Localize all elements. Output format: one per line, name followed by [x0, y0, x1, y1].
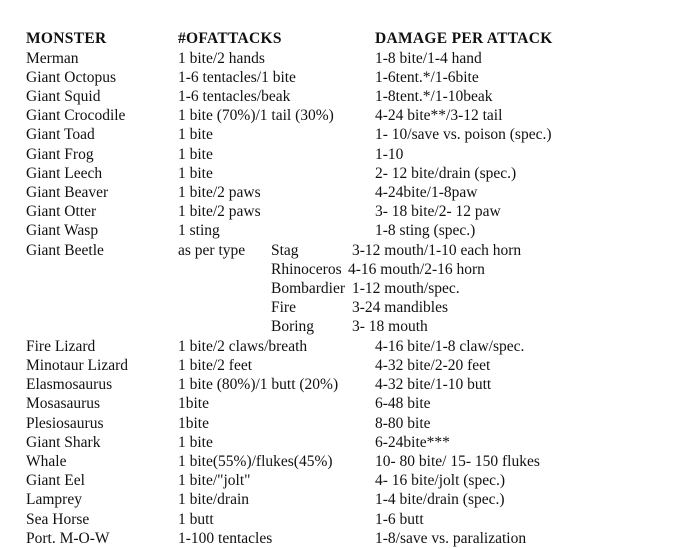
table-row — [0, 241, 677, 260]
attack-count: 1 bite/2 paws — [178, 203, 261, 220]
monster-name: Port. M-O-W — [26, 530, 110, 547]
table-row — [0, 125, 677, 144]
beetle-type-damage: 1-12 mouth/spec. — [352, 280, 460, 297]
table-row — [0, 433, 677, 452]
attack-damage: 2- 12 bite/drain (spec.) — [375, 165, 517, 182]
attack-damage: 4- 16 bite/jolt (spec.) — [375, 472, 505, 489]
attack-damage: 8-80 bite — [375, 415, 431, 432]
attack-count: 1 sting — [178, 222, 220, 239]
attack-count: 1 bite — [178, 434, 213, 451]
attack-damage: 6-48 bite — [375, 395, 431, 412]
attack-count: as per type — [178, 242, 246, 259]
attack-count: 1 bite — [178, 146, 213, 163]
table-row — [0, 49, 677, 68]
beetle-type-row — [0, 260, 677, 279]
attack-damage: 1-4 bite/drain (spec.) — [375, 491, 505, 508]
monster-name: Minotaur Lizard — [26, 357, 129, 374]
attack-damage: 4-32 bite/1-10 butt — [375, 376, 492, 393]
monster-name: Plesiosaurus — [26, 415, 104, 432]
beetle-type-damage: 3-12 mouth/1-10 each horn — [352, 242, 522, 259]
monster-name: Giant Frog — [26, 146, 94, 163]
monster-name: Giant Shark — [26, 434, 101, 451]
attack-damage: 1-8 sting (spec.) — [375, 222, 476, 239]
table-row — [0, 375, 677, 394]
table-row — [0, 164, 677, 183]
attack-count: 1 bite/2 hands — [178, 50, 265, 67]
attack-count: 1bite — [178, 415, 209, 432]
beetle-type-name: Boring — [271, 318, 315, 335]
monster-name: Fire Lizard — [26, 338, 96, 355]
monster-name: Giant Beetle — [26, 242, 104, 259]
attack-count: 1 bite — [178, 126, 213, 143]
table-row — [0, 394, 677, 413]
table-row — [0, 510, 677, 529]
monster-name: Giant Leech — [26, 165, 103, 182]
monster-name: Elasmosaurus — [26, 376, 113, 393]
beetle-type-damage: 4-16 mouth/2-16 horn — [348, 261, 485, 278]
monster-name: Sea Horse — [26, 511, 90, 528]
monster-name: Whale — [26, 453, 67, 470]
attack-count: 1 bite — [178, 165, 213, 182]
attack-damage: 1-6tent.*/1-6bite — [375, 69, 479, 86]
beetle-type-damage: 3- 18 mouth — [352, 318, 428, 335]
table-row — [0, 68, 677, 87]
table-row — [0, 471, 677, 490]
monster-name: Giant Eel — [26, 472, 85, 489]
attack-count: 1-100 tentacles — [178, 530, 273, 547]
table-row — [0, 490, 677, 509]
header-damage: DAMAGE PER ATTACK — [375, 30, 553, 47]
attack-count: 1 bite/drain — [178, 491, 250, 508]
table-row — [0, 529, 677, 548]
attack-count: 1-6 tentacles/beak — [178, 88, 291, 105]
table-row — [0, 356, 677, 375]
attack-damage: 4-24bite/1-8paw — [375, 184, 478, 201]
attack-count: 1 butt — [178, 511, 214, 528]
monster-name: Giant Beaver — [26, 184, 109, 201]
monster-name: Giant Crocodile — [26, 107, 126, 124]
attack-count: 1 bite (80%)/1 butt (20%) — [178, 376, 339, 393]
table-row — [0, 221, 677, 240]
beetle-type-name: Stag — [271, 242, 299, 259]
attack-count: 1 bite/2 feet — [178, 357, 253, 374]
attack-damage: 6-24bite*** — [375, 434, 450, 451]
table-row — [0, 452, 677, 471]
beetle-type-damage: 3-24 mandibles — [352, 299, 448, 316]
attack-damage: 1- 10/save vs. poison (spec.) — [375, 126, 552, 143]
attack-damage: 3- 18 bite/2- 12 paw — [375, 203, 501, 220]
monster-name: Mosasaurus — [26, 395, 101, 412]
attack-damage: 1-8 bite/1-4 hand — [375, 50, 482, 67]
table-row — [0, 414, 677, 433]
header-monster: MONSTER — [26, 30, 107, 47]
attack-damage: 4-24 bite**/3-12 tail — [375, 107, 503, 124]
table-row — [0, 106, 677, 125]
attack-damage: 1-8/save vs. paralization — [375, 530, 527, 547]
table-row — [0, 87, 677, 106]
monster-name: Lamprey — [26, 491, 82, 508]
header-attacks: #OFATTACKS — [178, 30, 282, 47]
attack-damage: 1-8tent.*/1-10beak — [375, 88, 493, 105]
beetle-type-row — [0, 298, 677, 317]
attack-count: 1 bite (70%)/1 tail (30%) — [178, 107, 334, 124]
attack-count: 1 bite/2 paws — [178, 184, 261, 201]
beetle-type-name: Bombardier — [271, 280, 346, 297]
table-row — [0, 337, 677, 356]
table-row — [0, 183, 677, 202]
monster-name: Giant Otter — [26, 203, 97, 220]
monster-name: Giant Octopus — [26, 69, 116, 86]
beetle-type-row — [0, 317, 677, 336]
monster-name: Giant Squid — [26, 88, 101, 105]
table-row — [0, 202, 677, 221]
table-row — [0, 145, 677, 164]
attack-damage: 10- 80 bite/ 15- 150 flukes — [375, 453, 540, 470]
monster-name: Merman — [26, 50, 79, 67]
monster-name: Giant Wasp — [26, 222, 99, 239]
attack-count: 1-6 tentacles/1 bite — [178, 69, 296, 86]
attack-count: 1 bite/2 claws/breath — [178, 338, 308, 355]
attack-damage: 1-10 — [375, 146, 404, 163]
beetle-type-row — [0, 279, 677, 298]
attack-count: 1 bite/"jolt" — [178, 472, 251, 489]
beetle-type-name: Fire — [271, 299, 296, 316]
beetle-type-name: Rhinoceros — [271, 261, 342, 278]
attack-damage: 1-6 butt — [375, 511, 424, 528]
attack-count: 1bite — [178, 395, 209, 412]
attack-damage: 4-32 bite/2-20 feet — [375, 357, 491, 374]
attack-damage: 4-16 bite/1-8 claw/spec. — [375, 338, 525, 355]
monster-name: Giant Toad — [26, 126, 95, 143]
attack-count: 1 bite(55%)/flukes(45%) — [178, 453, 333, 470]
